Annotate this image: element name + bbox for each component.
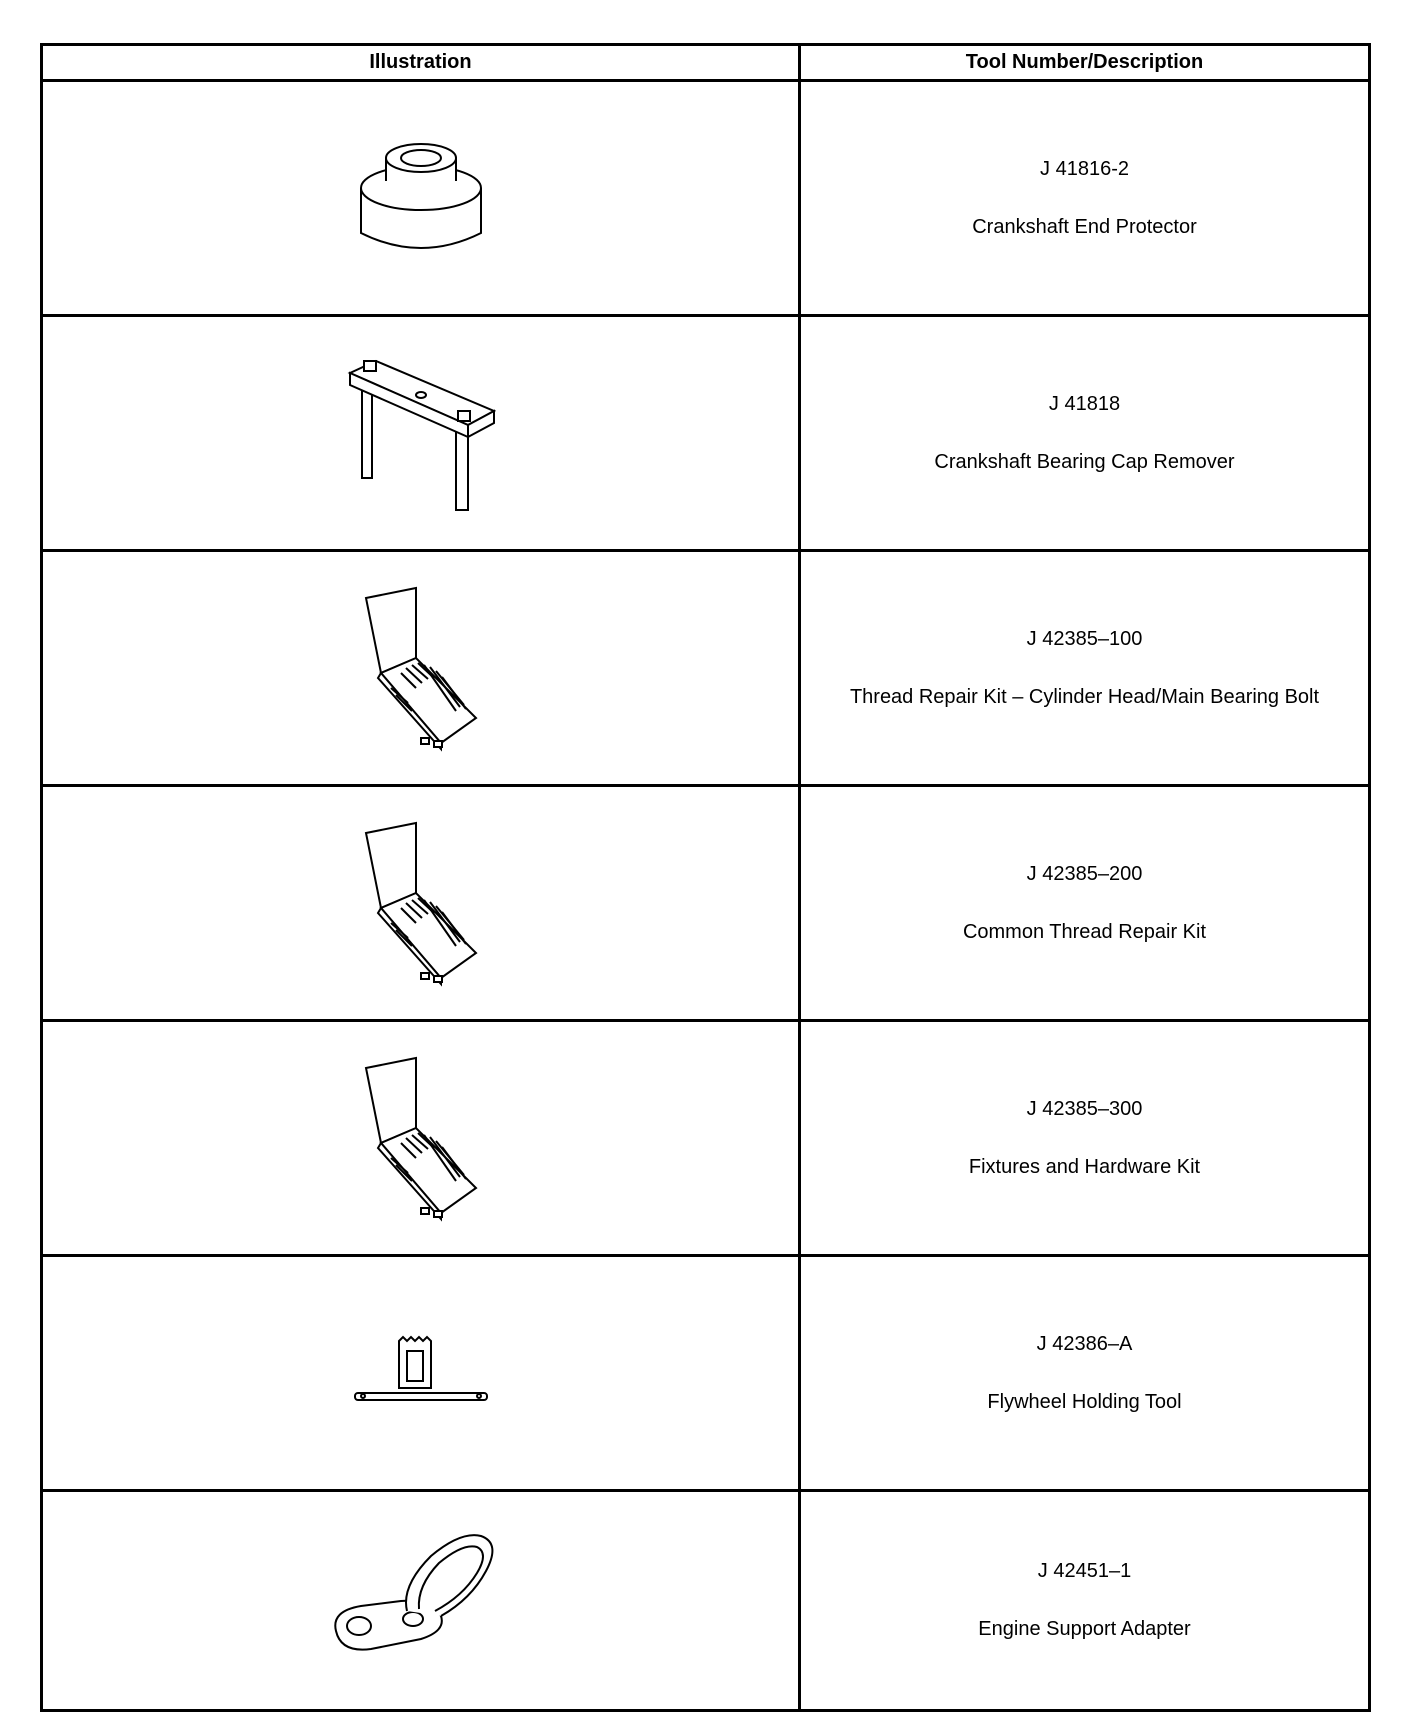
table-row — [42, 1256, 1370, 1491]
hardware-kit-icon — [356, 1053, 486, 1223]
tool-description: Crankshaft End Protector — [972, 215, 1197, 238]
tool-description-cell — [800, 551, 1370, 786]
illustration-cell — [42, 551, 800, 786]
illustration-cell — [42, 1021, 800, 1256]
bearing-cap-remover-icon — [346, 353, 496, 513]
table-row — [42, 1491, 1370, 1711]
table-header-row — [42, 45, 1370, 81]
flywheel-holding-tool-icon — [351, 1333, 491, 1413]
tool-description-cell — [800, 786, 1370, 1021]
tool-number: J 41818 — [1048, 392, 1121, 415]
tool-number: J 42385–200 — [1026, 862, 1143, 885]
tool-number: J 42385–300 — [1026, 1097, 1143, 1120]
tool-description-cell — [800, 316, 1370, 551]
table-row — [42, 316, 1370, 551]
thread-repair-kit-icon — [356, 818, 486, 988]
tool-number: J 41816-2 — [1040, 157, 1129, 180]
tool-description-cell — [800, 1021, 1370, 1256]
tool-description: Engine Support Adapter — [978, 1618, 1191, 1640]
illustration-cell — [42, 786, 800, 1021]
tool-description-cell — [800, 1256, 1370, 1491]
table-row — [42, 1021, 1370, 1256]
illustration-cell — [42, 1256, 800, 1491]
engine-support-adapter-icon — [331, 1531, 511, 1671]
illustration-cell — [42, 81, 800, 316]
table-row — [42, 786, 1370, 1021]
tool-description-cell — [800, 1491, 1370, 1711]
tool-description: Fixtures and Hardware Kit — [968, 1155, 1201, 1178]
tool-number: J 42386–A — [1036, 1332, 1133, 1355]
tool-description: Thread Repair Kit – Cylinder Head/Main Bearing Bolt — [849, 685, 1320, 708]
header-tool-number-description: Tool Number/Description — [800, 45, 1370, 81]
tool-table — [40, 43, 1371, 1712]
tool-description-cell — [800, 81, 1370, 316]
tool-description: Flywheel Holding Tool — [987, 1390, 1182, 1413]
illustration-cell — [42, 1491, 800, 1711]
tool-description: Crankshaft Bearing Cap Remover — [934, 450, 1235, 473]
tool-description: Common Thread Repair Kit — [962, 920, 1207, 943]
tool-number: J 42385–100 — [1026, 627, 1143, 650]
table-row — [42, 551, 1370, 786]
crankshaft-end-protector-icon — [356, 133, 486, 263]
header-illustration: Illustration — [42, 45, 800, 81]
thread-repair-kit-icon — [356, 583, 486, 753]
table-row — [42, 81, 1370, 316]
tool-number: J 42451–1 — [1037, 1560, 1132, 1582]
illustration-cell — [42, 316, 800, 551]
